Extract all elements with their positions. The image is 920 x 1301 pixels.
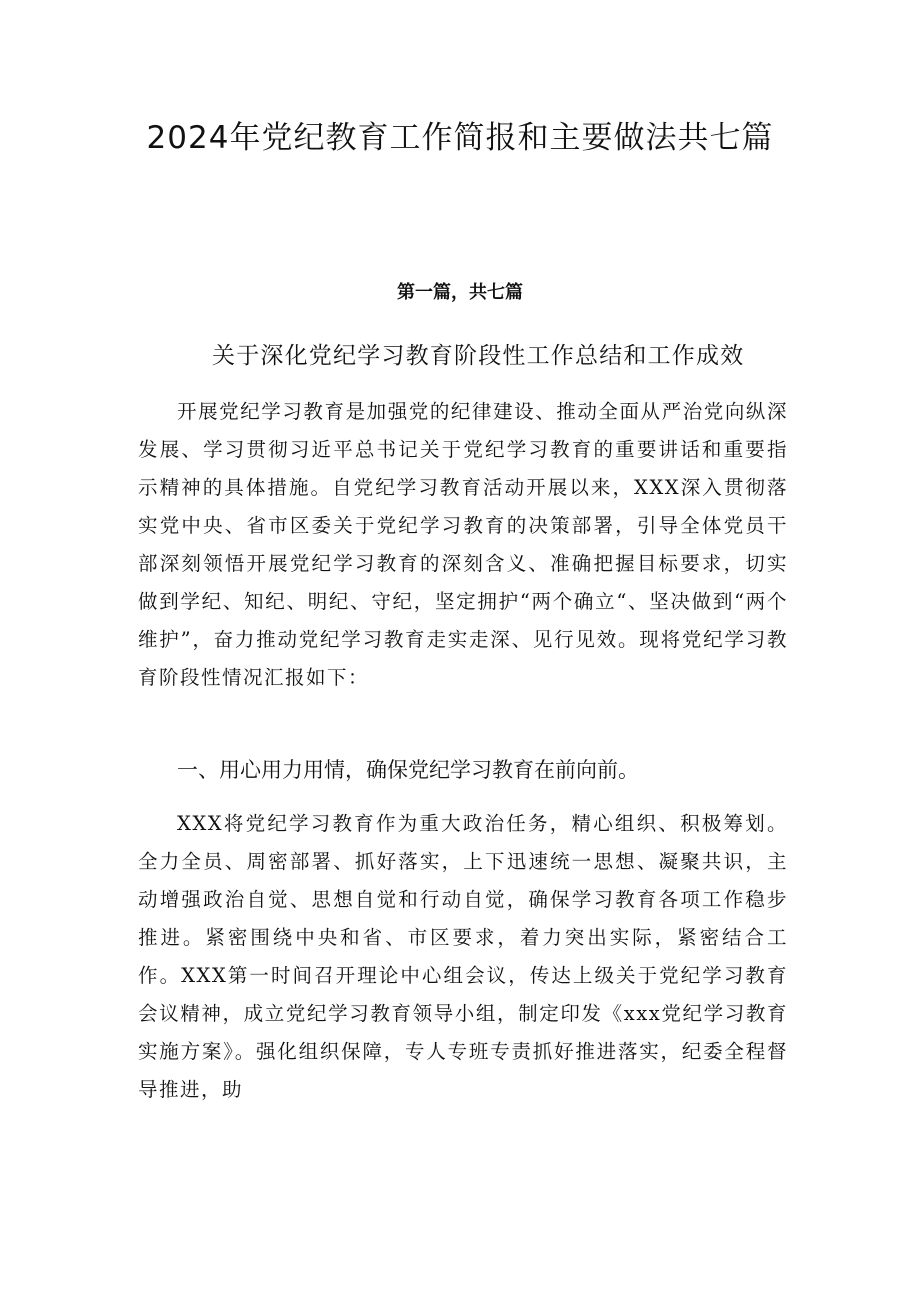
article-subtitle: 关于深化党纪学习教育阶段性工作总结和工作成效 <box>212 343 745 369</box>
section-label: 第一篇，共七篇 <box>397 282 523 303</box>
document-title: 2024年党纪教育工作简报和主要做法共七篇 <box>146 120 774 156</box>
section-heading-1: 一、用心用力用情，确保党纪学习教育在前向前。 <box>177 758 639 782</box>
body-paragraph: XXX将党纪学习教育作为重大政治任务，精心组织、积极筹划。全力全员、周密部署、抓好落实，上下迅速统一思想、凝聚共识，主动增强政治自觉、思想自觉和行动自觉，确保学习教育各项工作稳步推进。紧密围绕中央和省、市区要求，着力突出实际，紧密结合工作。XXX第一时间召开理论中心组会议，传达上级关于党纪学习教育会议精神，成立党纪学习教育领导小组，制定印发《xxx党纪学习教育实施方案》。强化组织保障，专人专班专责抓好推进落实，纪委全程督导推进，助 <box>138 812 788 1101</box>
intro-paragraph: 开展党纪学习教育是加强党的纪律建设、推动全面从严治党向纵深发展、学习贯彻习近平总书记关于党纪学习教育的重要讲话和重要指示精神的具体措施。自党纪学习教育活动开展以来，XXX深入贯彻落实党中央、省市区委关于党纪学习教育的决策部署，引导全体党员干部深刻领悟开展党纪学习教育的深刻含义、准确把握目标要求，切实做到学纪、知纪、明纪、守纪，坚定拥护“两个确立“、坚决做到“两个维护”，奋力推动党纪学习教育走实走深、见行见效。现将党纪学习教育阶段性情况汇报如下： <box>138 400 788 689</box>
